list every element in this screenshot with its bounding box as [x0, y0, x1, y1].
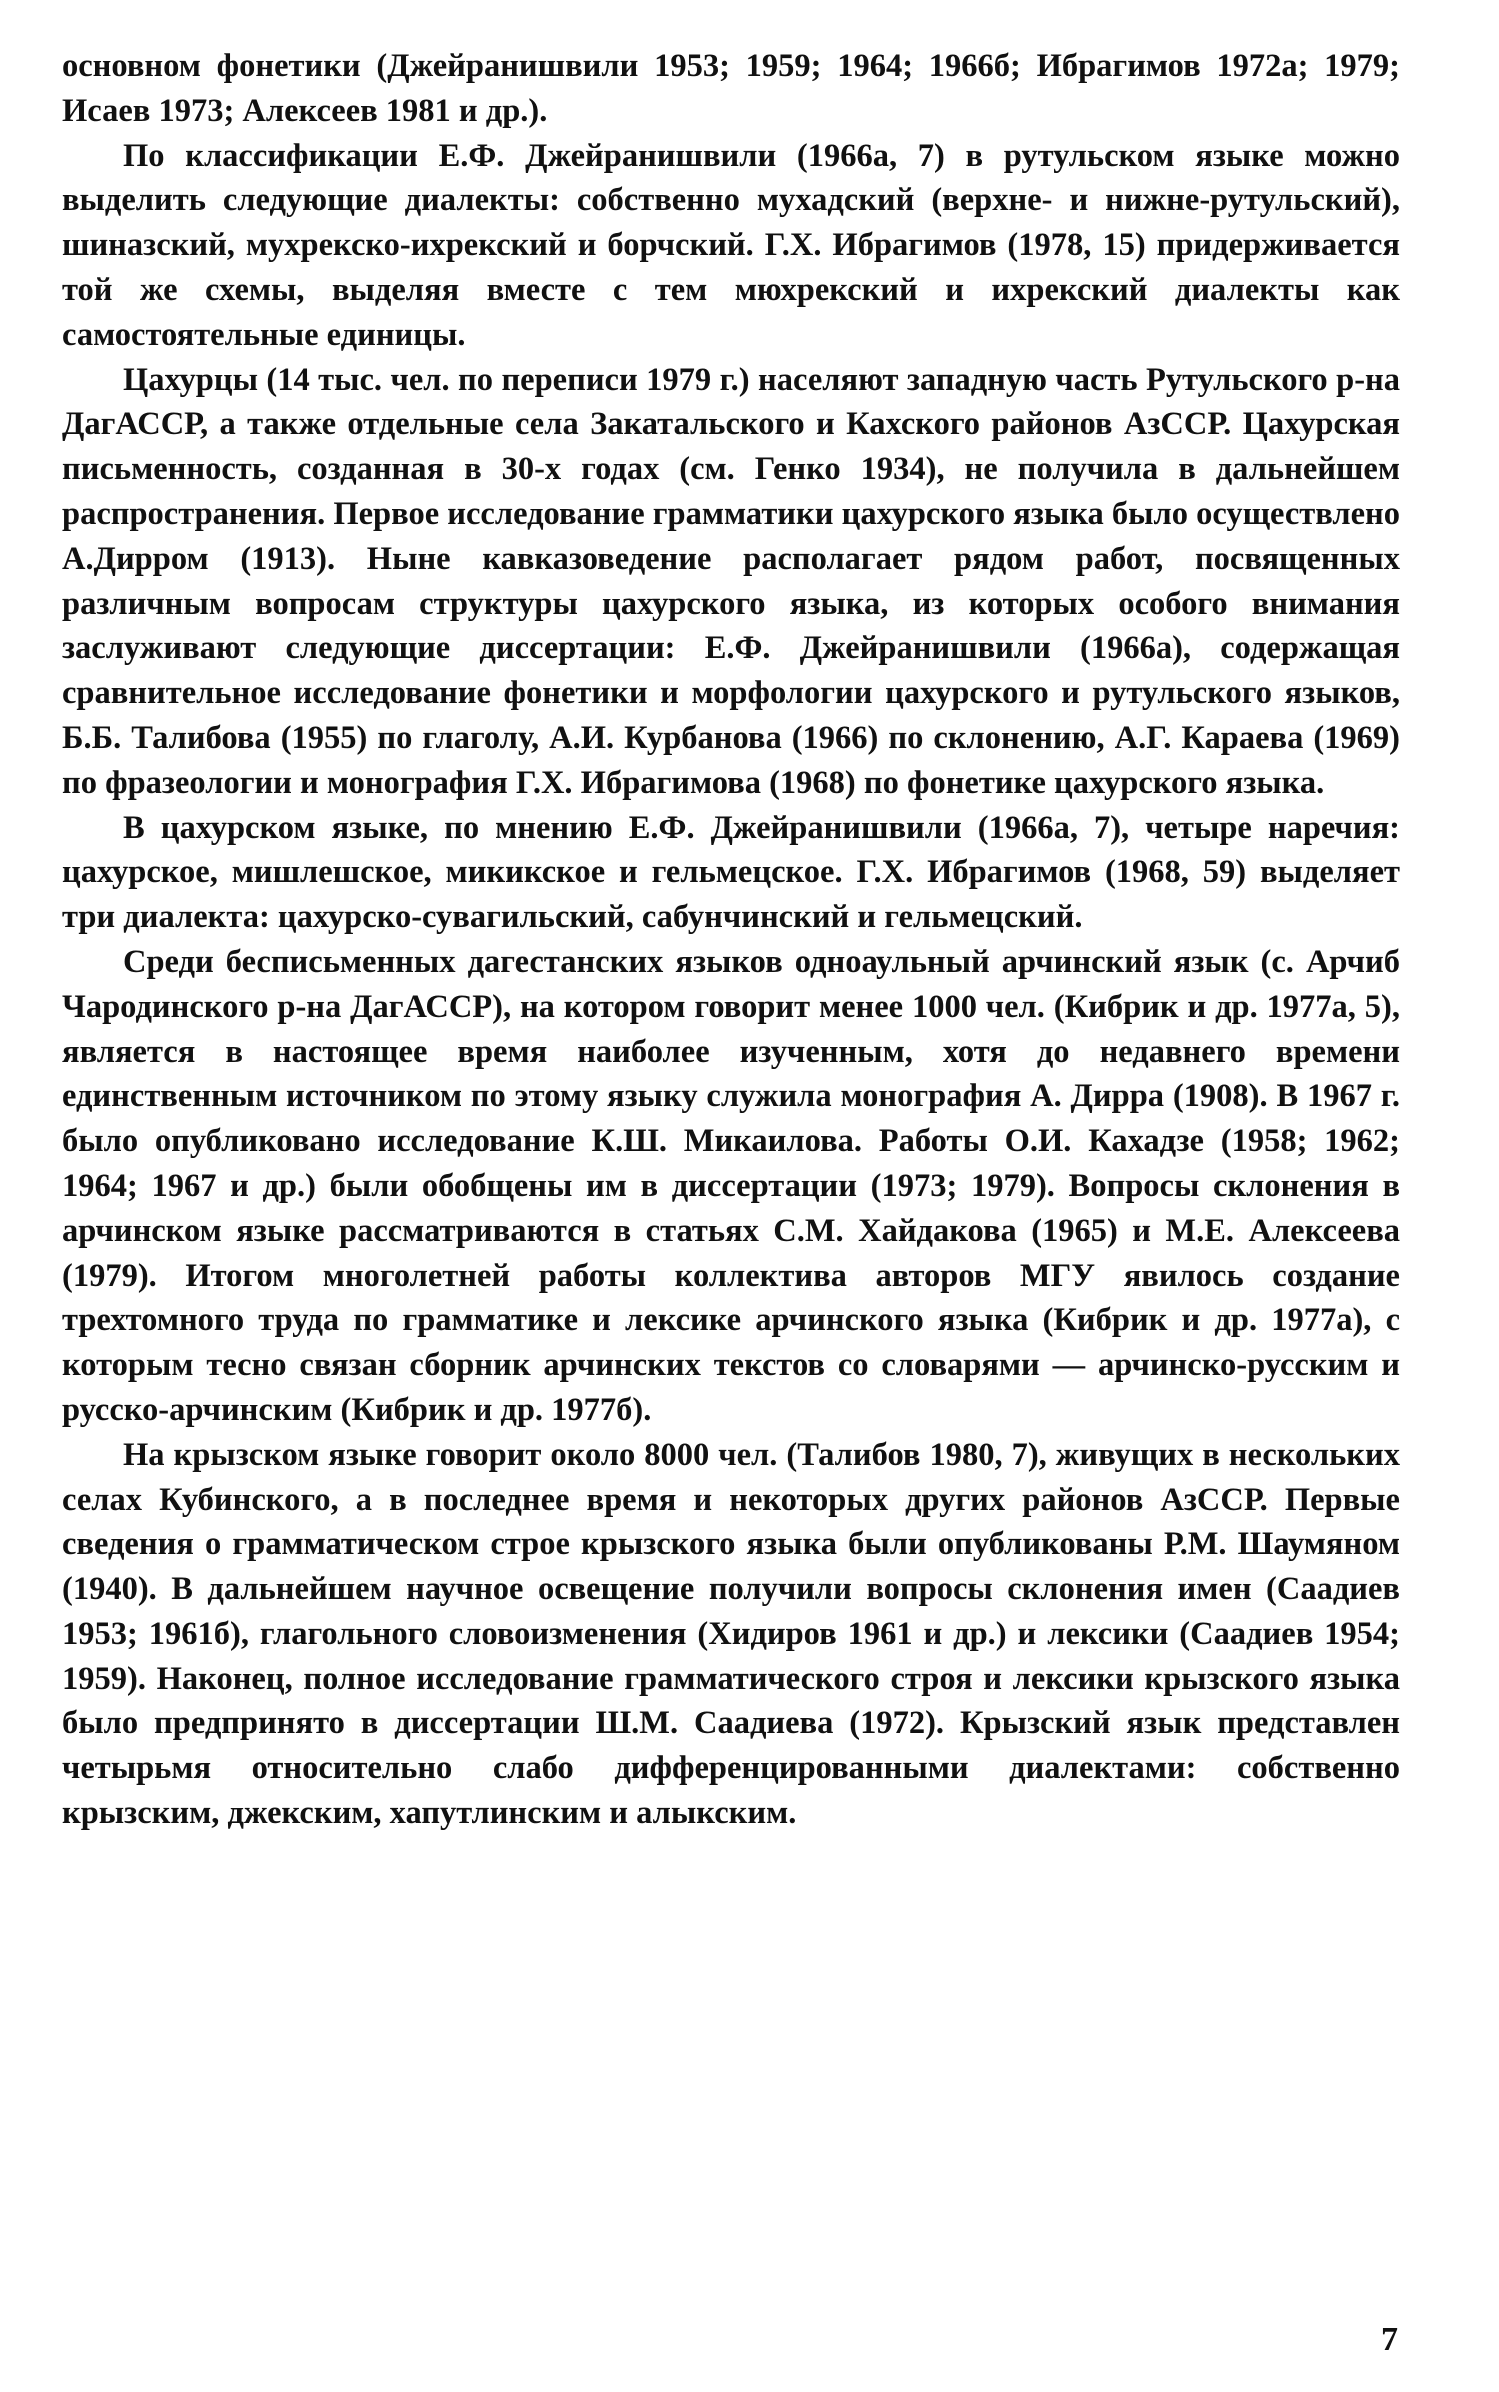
paragraph-rutul-dialects: По классификации Е.Ф. Джейранишвили (1966а, 7) в рутульском языке можно выделить следующие диалекты: собственно мухадский (верхне- и нижне-рутульский), шиназский, мухрекско-ихрекский и борчский. Г.Х. Ибрагимов (1978, 15) придерживается той же схемы, выделяя вместе с тем мюхрекский и ихрекский диалекты как самостоятельные единицы. [62, 137, 1400, 353]
page-body [62, 44, 1400, 1836]
paragraph-tsakhur-dialects: В цахурском языке, по мнению Е.Ф. Джейранишвили (1966а, 7), четыре наречия: цахурское, мишлешское, микикское и гельмецское. Г.Х. Ибрагимов (1968, 59) выделяет три диалекта: цахурско-сувагильский, сабунчинский и гельмецский. [62, 809, 1400, 936]
paragraph-continuation: основном фонетики (Джейранишвили 1953; 1959; 1964; 1966б; Ибрагимов 1972а; 1979; Исаев 1973; Алексеев 1981 и др.). [62, 48, 1400, 129]
paragraph-tsakhur-overview: Цахурцы (14 тыс. чел. по переписи 1979 г.) населяют западную часть Рутульского р-на ДагАССР, а также отдельные села Закатальского и Кахского районов АзССР. Цахурская письменность, созданная в 30-х годах (см. Генко 1934), не получила в дальнейшем распространения. Первое исследование грамматики цахурского языка было осуществлено А.Дирром (1913). Ныне кавказоведение располагает рядом работ, посвященных различным вопросам структуры цахурского языка, из которых особого внимания заслуживают следующие диссертации: Е.Ф. Джейранишвили (1966а), содержащая сравнительное исследование фонетики и морфологии цахурского и рутульского языков, Б.Б. Талибова (1955) по глаголу, А.И. Курбанова (1966) по склонению, А.Г. Караева (1969) по фразеологии и монография Г.Х. Ибрагимова (1968) по фонетике цахурского языка. [62, 361, 1400, 801]
paragraph-kryz-language: На крызском языке говорит около 8000 чел. (Талибов 1980, 7), живущих в нескольких селах Кубинского, а в последнее время и некоторых других районов АзССР. Первые сведения о грамматическом строе крызского языка были опубликованы Р.М. Шаумяном (1940). В дальнейшем научное освещение получили вопросы склонения имен (Саадиев 1953; 1961б), глагольного словоизменения (Хидиров 1961 и др.) и лексики (Саадиев 1954; 1959). Наконец, полное исследование грамматического строя и лексики крызского языка было предпринято в диссертации Ш.М. Саадиева (1972). Крызский язык представлен четырьмя относительно слабо дифференцированными диалектами: собственно крызским, джекским, хапутлинским и алыкским. [62, 1436, 1400, 1832]
page-number: 7 [1381, 2321, 1398, 2358]
paragraph-archi-language: Среди бесписьменных дагестанских языков одноаульный арчинский язык (с. Арчиб Чародинского р-на ДагАССР), на котором говорит менее 1000 чел. (Кибрик и др. 1977а, 5), является в настоящее время наиболее изученным, хотя до недавнего времени единственным источником по этому языку служила монография А. Дирра (1908). В 1967 г. было опубликовано исследование К.Ш. Микаилова. Работы О.И. Кахадзе (1958; 1962; 1964; 1967 и др.) были обобщены им в диссертации (1973; 1979). Вопросы склонения в арчинском языке рассматриваются в статьях С.М. Хайдакова (1965) и М.Е. Алексеева (1979). Итогом многолетней работы коллектива авторов МГУ явилось создание трехтомного труда по грамматике и лексике арчинского языка (Кибрик и др. 1977а), с которым тесно связан сборник арчинских текстов со словарями — арчинско-русским и русско-арчинским (Кибрик и др. 1977б). [62, 943, 1400, 1428]
